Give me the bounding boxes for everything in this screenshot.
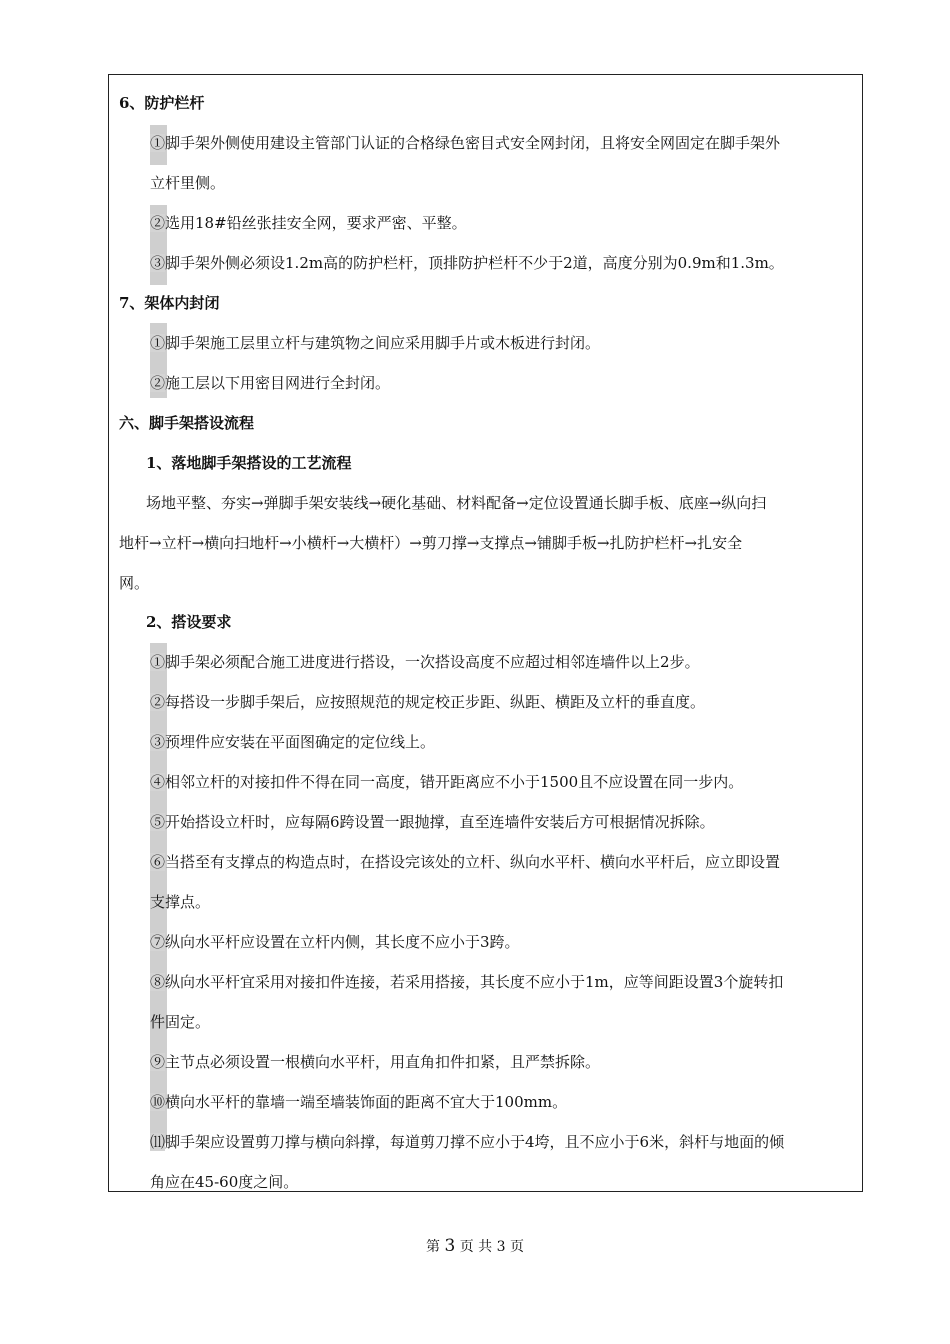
list-item: ③预埋件应安装在平面图确定的定位线上。 <box>150 733 436 751</box>
list-item-continuation: 立杆里侧。 <box>150 174 226 192</box>
list-item: ②施工层以下用密目网进行全封闭。 <box>150 374 391 392</box>
list-item: ③脚手架外侧必须设1.2m高的防护栏杆，顶排防护栏杆不少于2道，高度分别为0.9m和1.3m。 <box>150 254 784 272</box>
section-6-heading: 6、防护栏杆 <box>119 94 205 112</box>
list-item: ①脚手架外侧使用建设主管部门认证的合格绿色密目式安全网封闭，且将安全网固定在脚手架外 <box>150 134 781 152</box>
list-item-continuation: 件固定。 <box>150 1013 211 1031</box>
list-item-continuation: 支撑点。 <box>150 893 211 911</box>
page-number <box>0 1237 950 1256</box>
total-pages: 3 <box>496 1239 506 1255</box>
page-prefix: 第 <box>425 1239 440 1255</box>
subsection-2-heading: 2、搭设要求 <box>146 613 232 631</box>
list-item: ①脚手架必须配合施工进度进行搭设，一次搭设高度不应超过相邻连墙件以上2步。 <box>150 653 700 671</box>
list-item: ⑾脚手架应设置剪刀撑与横向斜撑，每道剪刀撑不应小于4垮，且不应小于6米，斜杆与地面的倾 <box>150 1133 785 1151</box>
list-item: ⑨主节点必须设置一根横向水平杆，用直角扣件扣紧，且严禁拆除。 <box>150 1053 601 1071</box>
list-item: ①脚手架施工层里立杆与建筑物之间应采用脚手片或木板进行封闭。 <box>150 334 601 352</box>
page-suffix: 页 <box>510 1239 524 1255</box>
current-page: 3 <box>444 1236 456 1256</box>
list-item: ②选用18#铅丝张挂安全网，要求严密、平整。 <box>150 214 467 232</box>
list-item: ④相邻立杆的对接扣件不得在同一高度，错开距离应不小于1500且不应设置在同一步内。 <box>150 773 744 791</box>
page-mid: 页 共 <box>459 1239 493 1255</box>
process-flow-line: 地杆→立杆→横向扫地杆→小横杆→大横杆）→剪刀撑→支撑点→铺脚手板→扎防护栏杆→扎安全 <box>119 534 743 552</box>
list-item-continuation: 角应在45-60度之间。 <box>150 1173 299 1191</box>
list-item: ⑩横向水平杆的靠墙一端至墙装饰面的距离不宜大于100mm。 <box>150 1093 568 1111</box>
subsection-1-heading: 1、落地脚手架搭设的工艺流程 <box>146 454 352 472</box>
chapter-6-heading: 六、脚手架搭设流程 <box>119 414 255 432</box>
process-flow-line: 网。 <box>119 574 150 592</box>
content-table-border <box>108 74 863 1192</box>
list-item: ②每搭设一步脚手架后，应按照规范的规定校正步距、纵距、横距及立杆的垂直度。 <box>150 693 706 711</box>
list-item: ⑦纵向水平杆应设置在立杆内侧，其长度不应小于3跨。 <box>150 933 520 951</box>
section-7-heading: 7、架体内封闭 <box>119 294 220 312</box>
list-item: ⑤开始搭设立杆时，应每隔6跨设置一跟抛撑，直至连墙件安装后方可根据情况拆除。 <box>150 813 715 831</box>
list-item: ⑥当搭至有支撑点的构造点时，在搭设完该处的立杆、纵向水平杆、横向水平杆后，应立即设置 <box>150 853 781 871</box>
list-item: ⑧纵向水平杆宜采用对接扣件连接，若采用搭接，其长度不应小于1m，应等间距设置3个旋转扣 <box>150 973 784 991</box>
process-flow-line: 场地平整、夯实→弹脚手架安装线→硬化基础、材料配备→定位设置通长脚手板、底座→纵向扫 <box>146 494 767 512</box>
